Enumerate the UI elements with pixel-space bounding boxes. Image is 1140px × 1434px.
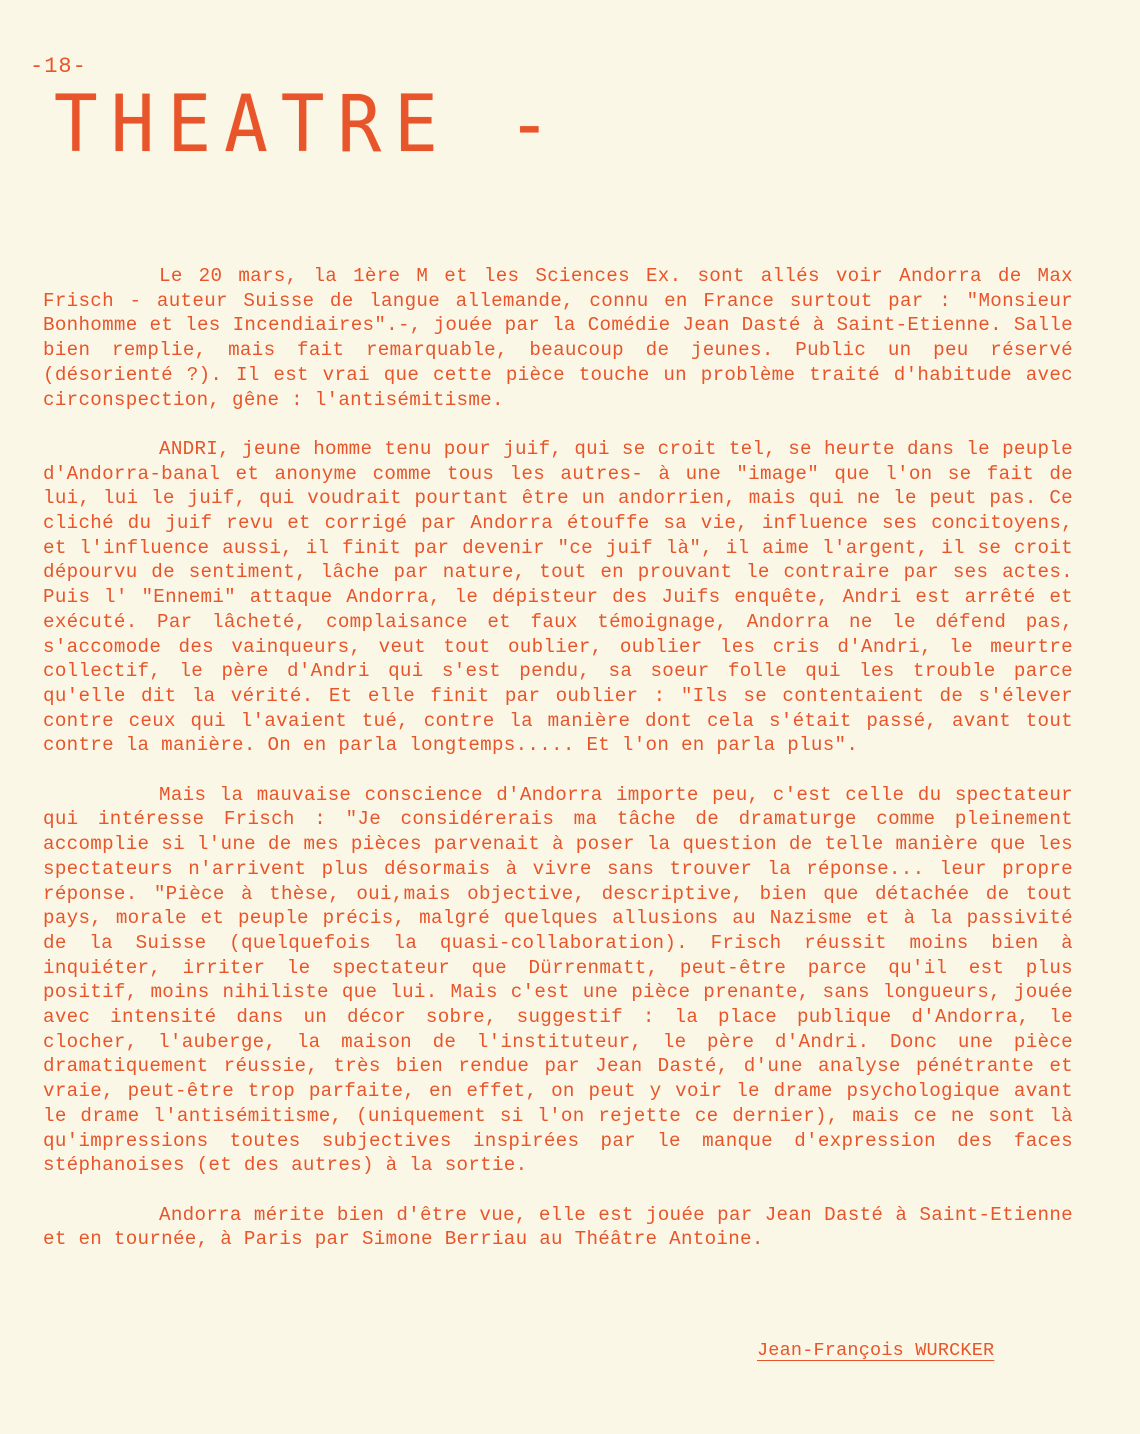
paragraph-synopsis: ANDRI, jeune homme tenu pour juif, qui se croit tel, se heurte dans le peuple d'Andorra-banal et anonyme comme tous les autres- à une "image" que l'on se fait de lui, lui le juif, qui voudrait pourtant être un andorrien, mais qui ne le peut pas. Ce cliché du juif revu et corrigé par Andorra étouffe sa vie, influence ses concitoyens, et l'influence aussi, il finit par devenir "ce juif là", il aime l'argent, il se croit dépourvu de sentiment, lâche par nature, tout en prouvant le contraire par ses actes. Puis l' "Ennemi" attaque Andorra, le dépisteur des Juifs enquête, Andri est arrêté et exécuté. Par lâcheté, complaisance et faux témoignage, Andorra ne le défend pas, s'accomode des vainqueurs, veut tout oublier, oublier les cris d'Andri, le meurtre collectif, le père d'Andri qui s'est pendu, sa soeur folle qui les trouble parce qu'elle dit la vérité. Et elle finit par oublier : "Ils se contentaient de s'élever contre ceux qui l'avaient tué, contre la manière dont cela s'était passé, avant tout contre la manière. On en parla longtemps..... Et l'on en parla plus". (43, 437, 1073, 757)
article-body (43, 264, 1073, 1277)
page-number: -18- (30, 54, 87, 79)
author-signature: Jean-François WURCKER (757, 1340, 995, 1361)
paragraph-analysis: Mais la mauvaise conscience d'Andorra importe peu, c'est celle du spectateur qui intéresse Frisch : "Je considérerais ma tâche de dramaturge comme pleinement accomplie si l'une de mes pièces parvenait à poser la question de telle manière que les spectateurs n'arrivent plus désormais à vivre sans trouver la réponse... leur propre réponse. "Pièce à thèse, oui,mais objective, descriptive, bien que détachée de tout pays, morale et peuple précis, malgré quelques allusions au Nazisme et à la passivité de la Suisse (quelquefois la quasi-collaboration). Frisch réussit moins bien à inquiéter, irriter le spectateur que Dürrenmatt, peut-être parce qu'il est plus positif, moins nihiliste que lui. Mais c'est une pièce prenante, sans longueurs, jouée avec intensité dans un décor sobre, suggestif : la place publique d'Andorra, le clocher, l'auberge, la maison de l'instituteur, le père d'Andri. Donc une pièce dramatiquement réussie, très bien rendue par Jean Dasté, d'une analyse pénétrante et vraie, peut-être trop parfaite, en effet, on peut y voir le drame psychologique avant le drame l'antisémitisme, (uniquement si l'on rejette ce dernier), mais ce ne sont là qu'impressions toutes subjectives inspirées par le manque d'expression des faces stéphanoises (et des autres) à la sortie. (43, 783, 1073, 1177)
paragraph-intro: Le 20 mars, la 1ère M et les Sciences Ex. sont allés voir Andorra de Max Frisch - auteur Suisse de langue allemande, connu en France surtout par : "Monsieur Bonhomme et les Incendiaires".-, jouée par la Comédie Jean Dasté à Saint-Etienne. Salle bien remplie, mais fait remarquable, beaucoup de jeunes. Public un peu réservé (désorienté ?). Il est vrai que cette pièce touche un problème traité d'habitude avec circonspection, gêne : l'antisémitisme. (43, 265, 1073, 411)
paragraph-conclusion: Andorra mérite bien d'être vue, elle est jouée par Jean Dasté à Saint-Etienne et en tournée, à Paris par Simone Berriau au Théâtre Antoine. (43, 1203, 1073, 1251)
page-title: THEATRE - (54, 80, 565, 170)
